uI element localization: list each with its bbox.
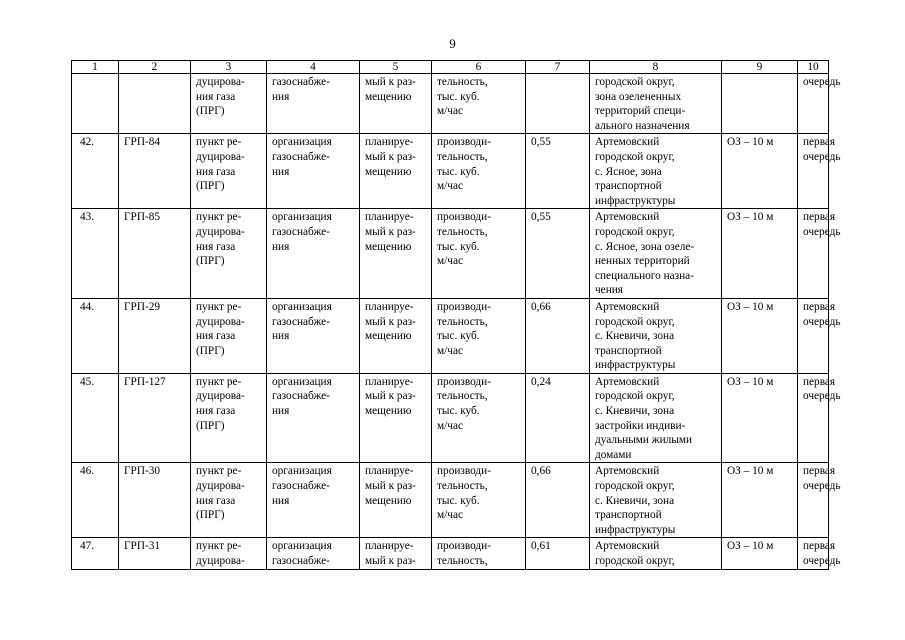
implementation-stage-line: первая <box>803 375 836 388</box>
location-line: дуальными жилыми <box>595 434 693 447</box>
column-header-2: 2 <box>119 61 191 74</box>
location-line: территорий специ- <box>595 105 686 118</box>
protection-zone-cell: ОЗ – 10 м <box>722 463 798 538</box>
object-type-line: ния газа <box>196 494 236 507</box>
object-purpose-line: организация <box>272 375 332 388</box>
capacity-parameter-cell <box>432 134 526 209</box>
object-purpose-cell <box>267 134 360 209</box>
location-cell <box>590 209 722 299</box>
object-status-cell <box>360 298 432 373</box>
location-line: городской округ, <box>595 390 675 403</box>
location-line: застройки индиви- <box>595 419 686 432</box>
capacity-parameter-line: тыс. куб. <box>437 330 480 343</box>
object-type-cell <box>191 538 267 569</box>
object-code-cell: ГРП-31 <box>119 538 191 569</box>
table-row <box>72 373 829 463</box>
capacity-parameter-line: тыс. куб. <box>437 240 480 253</box>
object-type-line: дуцирова- <box>196 225 245 238</box>
table-row <box>72 209 829 299</box>
location-line: с. Кневичи, зона <box>595 494 675 507</box>
protection-zone-cell: ОЗ – 10 м <box>722 209 798 299</box>
capacity-value-cell <box>526 74 590 134</box>
protection-zone-cell: ОЗ – 10 м <box>722 298 798 373</box>
implementation-stage-line: очередь <box>803 480 841 493</box>
object-purpose-line: ния <box>272 330 290 343</box>
table-header <box>72 61 829 74</box>
implementation-stage-cell <box>798 463 841 538</box>
object-status-line: мещению <box>365 240 412 253</box>
object-purpose-line: газоснабже- <box>272 150 330 163</box>
capacity-parameter-line: производи- <box>437 465 491 478</box>
capacity-parameter-cell <box>432 538 526 569</box>
location-line: с. Ясное, зона озеле- <box>595 240 695 253</box>
page-number: 9 <box>449 36 456 51</box>
object-status-cell <box>360 209 432 299</box>
location-line: с. Кневичи, зона <box>595 405 675 418</box>
table-row <box>72 298 829 373</box>
object-purpose-line: организация <box>272 211 332 224</box>
object-purpose-cell <box>267 373 360 463</box>
location-line: городской округ, <box>595 76 675 88</box>
capacity-value-cell: 0,55 <box>526 134 590 209</box>
capacity-parameter-line: производи- <box>437 300 491 313</box>
object-code-cell: ГРП-127 <box>119 373 191 463</box>
row-number-cell <box>72 74 119 134</box>
capacity-parameter-line: м/час <box>437 255 463 268</box>
capacity-parameter-line: тельность, <box>437 225 488 238</box>
row-number-cell: 44. <box>72 298 119 373</box>
table-body <box>72 74 841 570</box>
object-status-line: мещению <box>365 494 412 507</box>
protection-zone-cell: ОЗ – 10 м <box>722 538 798 569</box>
implementation-stage-line: первая <box>803 300 836 313</box>
column-header-9: 9 <box>722 61 798 74</box>
capacity-parameter-line: производи- <box>437 375 491 388</box>
location-line: Артемовский <box>595 465 660 478</box>
object-status-line: мый к раз- <box>365 76 416 88</box>
capacity-value-cell: 0,66 <box>526 463 590 538</box>
implementation-stage-line: первая <box>803 465 836 478</box>
location-line: зона озелененных <box>595 90 682 103</box>
object-type-line: ния газа <box>196 165 236 178</box>
location-line: Артемовский <box>595 540 660 553</box>
object-type-line: дуцирова- <box>196 390 245 403</box>
object-status-cell <box>360 74 432 134</box>
object-status-line: мый к раз- <box>365 315 416 328</box>
object-purpose-line: организация <box>272 136 332 149</box>
implementation-stage-line: очередь <box>803 315 841 328</box>
protection-zone-cell: ОЗ – 10 м <box>722 373 798 463</box>
capacity-parameter-line: тельность, <box>437 480 488 493</box>
object-type-line: пункт ре- <box>196 211 242 224</box>
object-type-line: (ПРГ) <box>196 344 225 357</box>
location-cell <box>590 134 722 209</box>
capacity-parameter-line: производи- <box>437 211 491 224</box>
location-line: с. Кневичи, зона <box>595 330 675 343</box>
column-header-7: 7 <box>526 61 590 74</box>
capacity-parameter-line: тыс. куб. <box>437 405 480 418</box>
capacity-parameter-line: тельность, <box>437 76 488 88</box>
object-status-line: мый к раз- <box>365 480 416 493</box>
implementation-stage-cell <box>798 538 841 569</box>
object-purpose-line: ния <box>272 165 290 178</box>
capacity-parameter-cell <box>432 298 526 373</box>
object-type-line: (ПРГ) <box>196 105 225 118</box>
object-purpose-cell <box>267 74 360 134</box>
object-purpose-line: организация <box>272 540 332 553</box>
object-type-line: пункт ре- <box>196 375 242 388</box>
row-number-cell: 46. <box>72 463 119 538</box>
object-purpose-line: газоснабже- <box>272 555 330 567</box>
object-status-line: планируе- <box>365 300 414 313</box>
location-line: транспортной <box>595 180 662 193</box>
location-line: городской округ, <box>595 150 675 163</box>
location-line: специального назна- <box>595 269 694 282</box>
capacity-parameter-line: тыс. куб. <box>437 165 480 178</box>
object-type-line: дуцирова- <box>196 480 245 493</box>
implementation-stage-cell <box>798 373 841 463</box>
object-type-cell <box>191 463 267 538</box>
object-code-cell: ГРП-84 <box>119 134 191 209</box>
objects-table <box>71 60 841 570</box>
object-code-cell: ГРП-29 <box>119 298 191 373</box>
implementation-stage-line: очередь <box>803 225 841 238</box>
object-type-line: дуцирова- <box>196 555 245 567</box>
object-status-line: планируе- <box>365 136 414 149</box>
object-purpose-cell <box>267 538 360 569</box>
implementation-stage-line: первая <box>803 211 836 224</box>
location-line: транспортной <box>595 344 662 357</box>
location-line: городской округ, <box>595 555 675 567</box>
object-status-line: мый к раз- <box>365 225 416 238</box>
object-purpose-line: газоснабже- <box>272 390 330 403</box>
row-number-cell: 42. <box>72 134 119 209</box>
object-type-line: (ПРГ) <box>196 255 225 268</box>
capacity-parameter-cell <box>432 373 526 463</box>
location-cell <box>590 463 722 538</box>
column-header-8: 8 <box>590 61 722 74</box>
protection-zone-cell: ОЗ – 10 м <box>722 134 798 209</box>
capacity-parameter-line: м/час <box>437 180 463 193</box>
implementation-stage-line: очередь <box>803 555 841 567</box>
object-type-line: пункт ре- <box>196 300 242 313</box>
capacity-value-cell: 0,66 <box>526 298 590 373</box>
object-status-line: планируе- <box>365 465 414 478</box>
table-row <box>72 538 829 569</box>
object-code-cell: ГРП-30 <box>119 463 191 538</box>
object-status-line: мещению <box>365 405 412 418</box>
object-purpose-line: газоснабже- <box>272 76 330 88</box>
implementation-stage-cell <box>798 134 841 209</box>
object-purpose-cell <box>267 209 360 299</box>
capacity-parameter-line: производи- <box>437 136 491 149</box>
implementation-stage-line: очередь <box>803 150 841 163</box>
location-line: инфраструктуры <box>595 359 676 372</box>
object-type-line: пункт ре- <box>196 540 242 553</box>
object-purpose-line: ния <box>272 90 290 103</box>
capacity-parameter-line: м/час <box>437 509 463 522</box>
object-status-cell <box>360 463 432 538</box>
object-status-line: мещению <box>365 90 412 103</box>
location-line: с. Ясное, зона <box>595 165 662 178</box>
implementation-stage-cell <box>798 74 841 134</box>
capacity-parameter-line: тельность, <box>437 555 488 567</box>
object-purpose-line: организация <box>272 465 332 478</box>
column-header-10: 10 <box>798 61 829 74</box>
implementation-stage-line: очередь <box>803 390 841 403</box>
column-header-5: 5 <box>360 61 432 74</box>
capacity-value-cell: 0,55 <box>526 209 590 299</box>
object-type-line: пункт ре- <box>196 465 242 478</box>
object-purpose-line: ния <box>272 240 290 253</box>
table-row <box>72 134 829 209</box>
object-status-cell <box>360 373 432 463</box>
object-status-line: планируе- <box>365 375 414 388</box>
object-type-cell <box>191 74 267 134</box>
location-line: Артемовский <box>595 211 660 224</box>
location-line: Артемовский <box>595 136 660 149</box>
object-type-line: дуцирова- <box>196 150 245 163</box>
location-line: домами <box>595 448 632 461</box>
capacity-parameter-line: тыс. куб. <box>437 494 480 507</box>
object-code-cell: ГРП-85 <box>119 209 191 299</box>
object-type-line: ния газа <box>196 240 236 253</box>
capacity-parameter-line: тельность, <box>437 150 488 163</box>
capacity-parameter-cell <box>432 74 526 134</box>
object-status-line: мещению <box>365 330 412 343</box>
object-code-cell <box>119 74 191 134</box>
object-purpose-line: газоснабже- <box>272 315 330 328</box>
capacity-parameter-line: м/час <box>437 344 463 357</box>
column-header-4: 4 <box>267 61 360 74</box>
object-status-line: планируе- <box>365 211 414 224</box>
column-header-1: 1 <box>72 61 119 74</box>
capacity-parameter-line: м/час <box>437 105 463 118</box>
object-type-line: (ПРГ) <box>196 419 225 432</box>
capacity-parameter-line: тельность, <box>437 315 488 328</box>
object-purpose-line: газоснабже- <box>272 480 330 493</box>
location-line: ненных территорий <box>595 255 690 268</box>
object-type-cell <box>191 134 267 209</box>
location-line: транспортной <box>595 509 662 522</box>
capacity-parameter-cell <box>432 209 526 299</box>
implementation-stage-cell <box>798 209 841 299</box>
location-line: городской округ, <box>595 225 675 238</box>
object-purpose-line: ния <box>272 405 290 418</box>
location-cell <box>590 298 722 373</box>
location-line: городской округ, <box>595 480 675 493</box>
location-cell <box>590 373 722 463</box>
capacity-parameter-cell <box>432 463 526 538</box>
location-line: городской округ, <box>595 315 675 328</box>
object-type-cell <box>191 298 267 373</box>
capacity-parameter-line: тыс. куб. <box>437 90 480 103</box>
row-number-cell: 45. <box>72 373 119 463</box>
location-line: инфраструктуры <box>595 194 676 207</box>
location-line: чения <box>595 284 623 297</box>
table-row <box>72 463 829 538</box>
object-type-line: ния газа <box>196 330 236 343</box>
location-cell <box>590 538 722 569</box>
capacity-parameter-line: производи- <box>437 540 491 553</box>
object-purpose-line: газоснабже- <box>272 225 330 238</box>
object-type-line: дуцирова- <box>196 76 245 88</box>
object-status-cell <box>360 538 432 569</box>
object-status-line: мещению <box>365 165 412 178</box>
object-type-line: ния газа <box>196 405 236 418</box>
row-number-cell: 47. <box>72 538 119 569</box>
capacity-parameter-line: м/час <box>437 419 463 432</box>
object-status-cell <box>360 134 432 209</box>
object-type-cell <box>191 209 267 299</box>
object-status-line: мый к раз- <box>365 390 416 403</box>
object-purpose-cell <box>267 298 360 373</box>
implementation-stage-line: первая <box>803 540 836 553</box>
protection-zone-cell <box>722 74 798 134</box>
location-line: инфраструктуры <box>595 523 676 536</box>
object-status-line: мый к раз- <box>365 150 416 163</box>
object-purpose-line: организация <box>272 300 332 313</box>
capacity-parameter-line: тельность, <box>437 390 488 403</box>
object-type-line: дуцирова- <box>196 315 245 328</box>
implementation-stage-line: очередь <box>803 76 841 88</box>
header-row <box>72 61 829 74</box>
capacity-value-cell: 0,24 <box>526 373 590 463</box>
location-cell <box>590 74 722 134</box>
location-line: Артемовский <box>595 300 660 313</box>
object-status-line: мый к раз- <box>365 555 416 567</box>
capacity-value-cell: 0,61 <box>526 538 590 569</box>
implementation-stage-line: первая <box>803 136 836 149</box>
object-type-line: (ПРГ) <box>196 180 225 193</box>
object-type-line: ния газа <box>196 90 236 103</box>
object-type-line: (ПРГ) <box>196 509 225 522</box>
implementation-stage-cell <box>798 298 841 373</box>
table-row <box>72 74 829 134</box>
location-line: Артемовский <box>595 375 660 388</box>
location-line: ального назначения <box>595 119 690 132</box>
column-header-3: 3 <box>191 61 267 74</box>
row-number-cell: 43. <box>72 209 119 299</box>
object-purpose-cell <box>267 463 360 538</box>
object-purpose-line: ния <box>272 494 290 507</box>
object-type-cell <box>191 373 267 463</box>
object-status-line: планируе- <box>365 540 414 553</box>
object-type-line: пункт ре- <box>196 136 242 149</box>
column-header-6: 6 <box>432 61 526 74</box>
